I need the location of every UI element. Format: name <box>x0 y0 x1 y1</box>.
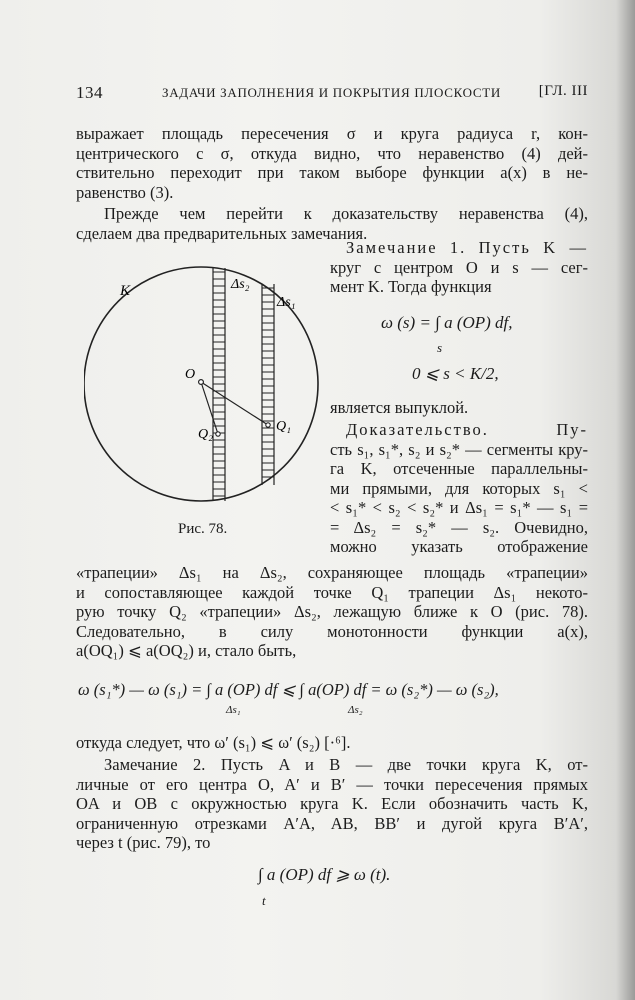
formula-difference-sub-2: Δs₂ <box>348 704 363 716</box>
point-O <box>199 380 204 385</box>
formula-range: 0 ⩽ s < K/2, <box>412 364 499 383</box>
formula-omega-subscript: s <box>437 340 443 355</box>
chapter-label: [ГЛ. III <box>538 83 588 99</box>
formula-final-subscript: t <box>262 893 266 908</box>
text-line: Прежде чем перейти к доказательству неравенства (4), <box>104 204 588 223</box>
page-number: 134 <box>76 83 103 102</box>
text-line: Следовательно, в силу монотонности функции a(x), <box>76 621 588 641</box>
formula-difference: ω (s₁*) — ω (s₁) = ∫ a (OP) df ⩽ ∫ a(OP) df = ω (s₂*) — ω (s₂), <box>78 680 499 699</box>
text-line: «трапеции» Δs₁ на Δs₂, сохраняющее площадь «трапеции» <box>76 563 588 582</box>
point-Q2 <box>216 432 220 436</box>
running-title: ЗАДАЧИ ЗАПОЛНЕНИЯ И ПОКРЫТИЯ ПЛОСКОСТИ <box>162 85 501 100</box>
paragraph-1 <box>76 124 588 202</box>
text-line: ограниченную отрезками A′A, AB, BB′ и дугой круга B′A′, <box>76 813 588 833</box>
label-ds2: Δs₂ <box>231 277 250 292</box>
text-line: < s₁* < s₂ < s₂* и Δs₁ = s₁* — s₁ = <box>330 498 588 517</box>
formula-difference-sub-1: Δs₁ <box>226 704 241 716</box>
remark-2 <box>76 755 588 853</box>
text-line: мент K. Тогда функция <box>330 277 492 296</box>
strip-ds1 <box>262 284 274 485</box>
formula-omega: ω (s) = ∫ a (OP) df, <box>381 313 513 332</box>
convex-line <box>330 398 588 418</box>
text-line: сделаем два предварительных замечания. <box>76 223 368 243</box>
text-line: сть s₁, s₁*, s₂ и s₂* — сегменты кру- <box>330 439 588 459</box>
text-line: личные от его центра O, A′ и B′ — точки пересечения прямых <box>76 774 588 794</box>
figure-caption: Рис. 78. <box>178 521 228 537</box>
label-ds1: Δs₁ <box>277 295 296 310</box>
formula-final: ∫ a (OP) df ⩾ ω (t). <box>258 865 391 884</box>
paragraph-3 <box>76 563 588 661</box>
label-Q1: Q₁ <box>276 419 291 434</box>
figure-78 <box>84 248 334 518</box>
text-line: Доказательство. Пу- <box>346 420 588 439</box>
label-K: K <box>120 283 131 299</box>
text-line: га K, отсеченные параллельны- <box>330 459 588 478</box>
label-O: O <box>185 367 196 382</box>
point-Q1 <box>266 423 270 427</box>
text-line: через t (рис. 79), то <box>76 833 211 852</box>
text-line: является выпуклой. <box>330 398 469 417</box>
text-line: ствительно переходит при таком выборе функции a(x) в не- <box>76 163 588 182</box>
text-line: выражает площадь пересечения σ и круга радиуса r, кон- <box>76 124 588 143</box>
proof <box>330 420 588 557</box>
text-line: Замечание 2. Пусть A и B — две точки круга K, от- <box>104 755 588 774</box>
text-line: центрического с σ, откуда видно, что неравенство (4) дей- <box>76 143 588 163</box>
label-Q2: Q₂ <box>198 427 213 442</box>
text-line: ми прямыми, для которых s₁ < <box>330 478 588 498</box>
text-line: рую точку Q₂ «трапеции» Δs₂, лежащую ближе к O (рис. 78). <box>76 602 588 621</box>
remark-1 <box>330 238 588 297</box>
text-line: OA и OB с окружностью круга K. Если обозначить часть K, <box>76 794 588 813</box>
text-line: и сопоставляющее каждой точке Q₁ трапеции Δs₁ некото- <box>76 582 588 602</box>
text-line: откуда следует, что ω′ (s₁) ⩽ ω′ (s₂) [·⁶]. <box>76 733 351 752</box>
text-line: круг с центром O и s — сег- <box>330 257 588 277</box>
text-line: = Δs₂ = s₂* — s₂. Очевидно, <box>330 517 588 537</box>
paragraph-4 <box>76 733 588 753</box>
text-line: a(OQ₁) ⩽ a(OQ₂) и, стало быть, <box>76 641 297 660</box>
text-line: равенство (3). <box>76 182 174 202</box>
text-line: Замечание 1. Пусть K — <box>346 238 588 257</box>
text-line: можно указать отображение <box>330 537 588 556</box>
